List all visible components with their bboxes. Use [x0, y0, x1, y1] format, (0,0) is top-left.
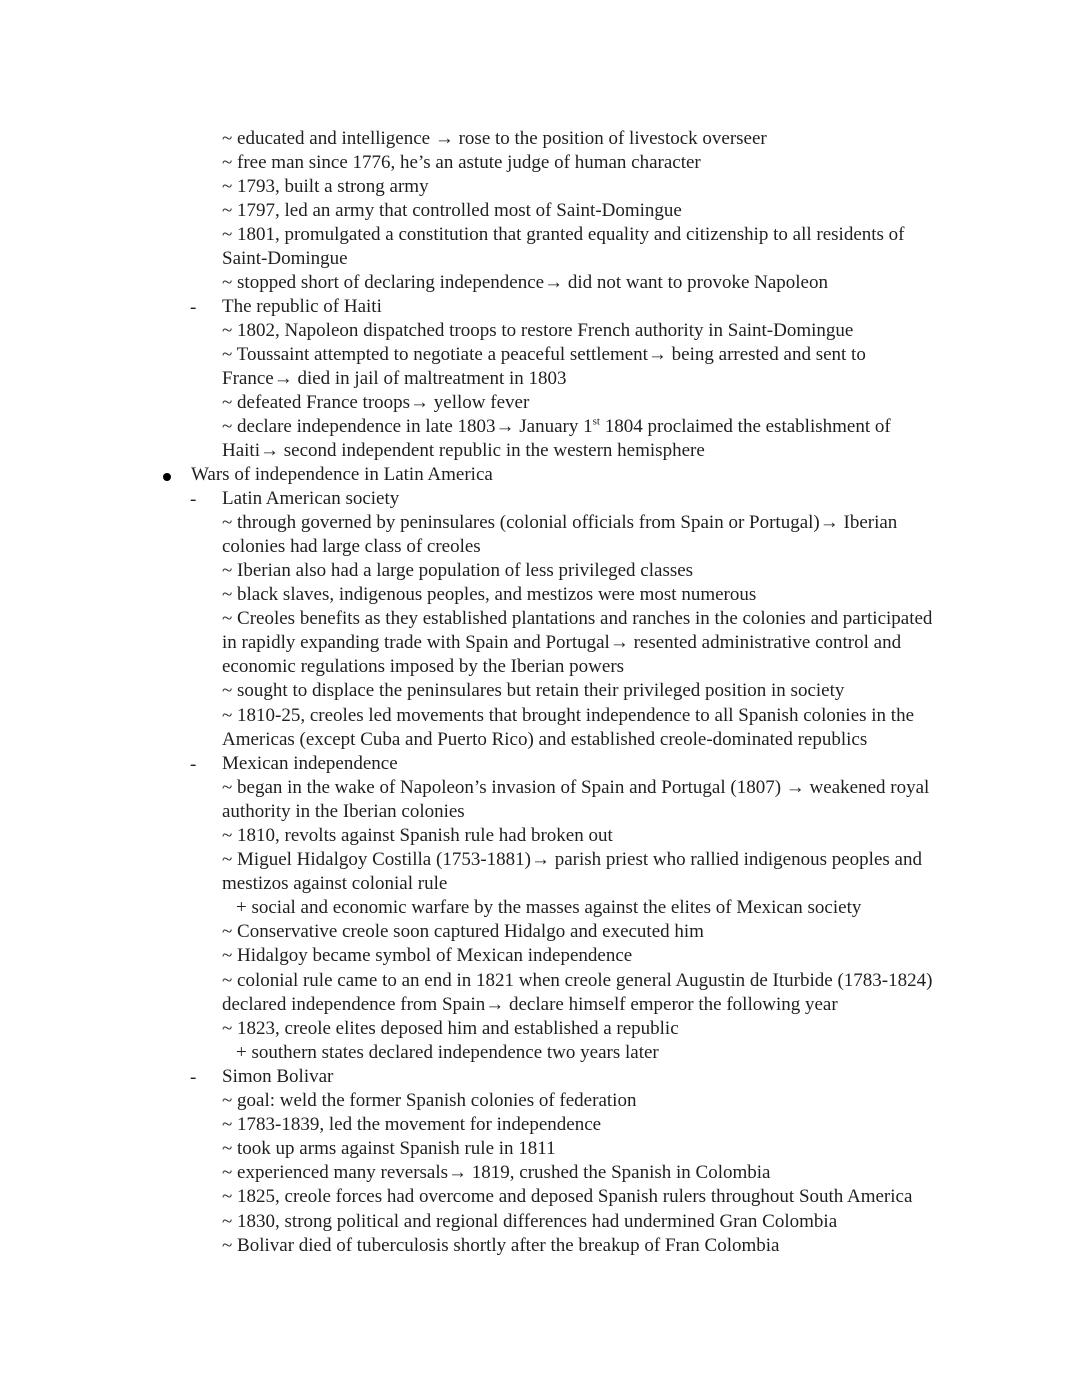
subsection-heading-mexico: Mexican independence: [222, 753, 398, 774]
note-line: Americas (except Cuba and Puerto Rico) and established creole-dominated republics: [222, 729, 868, 750]
note-line: ~ stopped short of declaring independence→ did not want to provoke Napoleon: [222, 272, 828, 293]
note-line: in rapidly expanding trade with Spain and Portugal→ resented administrative control and: [222, 632, 902, 653]
subsection-heading-society: Latin American society: [222, 488, 400, 509]
note-line: Saint-Domingue: [222, 248, 348, 269]
declare-text-after: 1804 proclaimed the establishment of: [599, 416, 891, 437]
note-line: ~ Hidalgoy became symbol of Mexican independence: [222, 945, 633, 966]
note-line: ~ 1801, promulgated a constitution that granted equality and citizenship to all residents of: [222, 224, 905, 245]
note-line: ~ 1823, creole elites deposed him and established a republic: [222, 1018, 679, 1039]
note-line: France→ died in jail of maltreatment in 1803: [222, 368, 567, 389]
note-line: ~ 1810-25, creoles led movements that brought independence to all Spanish colonies in the: [222, 705, 915, 726]
note-line: declared independence from Spain→ declare himself emperor the following year: [222, 994, 838, 1015]
note-line: ~ 1797, led an army that controlled most of Saint-Domingue: [222, 200, 682, 221]
note-line: ~ Miguel Hidalgoy Costilla (1753-1881)→ parish priest who rallied indigenous peoples and: [222, 849, 922, 870]
bullet-dot: [163, 473, 171, 481]
note-line: ~ 1783-1839, led the movement for independence: [222, 1114, 602, 1135]
section-heading-haiti: The republic of Haiti: [222, 296, 382, 317]
note-line: ~ goal: weld the former Spanish colonies of federation: [222, 1090, 637, 1111]
note-line: ~ Iberian also had a large population of less privileged classes: [222, 560, 694, 581]
note-line: ~ free man since 1776, he’s an astute judge of human character: [222, 152, 701, 173]
note-line: ~ sought to displace the peninsulares but retain their privileged position in society: [222, 680, 845, 701]
ordinal-suffix: st: [592, 415, 600, 428]
note-line: ~ Bolivar died of tuberculosis shortly after the breakup of Fran Colombia: [222, 1235, 780, 1256]
note-line: ~ colonial rule came to an end in 1821 when creole general Augustin de Iturbide (1783-1824): [222, 970, 933, 991]
note-line: ~ Toussaint attempted to negotiate a peaceful settlement→ being arrested and sent to: [222, 344, 866, 365]
note-line: colonies had large class of creoles: [222, 536, 481, 557]
note-line: ~ defeated France troops→ yellow fever: [222, 392, 530, 413]
note-line: ~ experienced many reversals→ 1819, crushed the Spanish in Colombia: [222, 1162, 771, 1183]
note-line: ~ began in the wake of Napoleon’s invasion of Spain and Portugal (1807) → weakened royal: [222, 777, 930, 798]
dash-bullet: -: [190, 489, 197, 510]
note-line: ~ 1830, strong political and regional differences had undermined Gran Colombia: [222, 1211, 838, 1232]
plus-note: + social and economic warfare by the masses against the elites of Mexican society: [236, 897, 862, 918]
note-line: ~ Creoles benefits as they established plantations and ranches in the colonies and participated: [222, 608, 933, 629]
note-line: [222, 415, 891, 439]
note-line: ~ took up arms against Spanish rule in 1811: [222, 1138, 556, 1159]
note-line: mestizos against colonial rule: [222, 873, 448, 894]
subsection-heading-bolivar: Simon Bolivar: [222, 1066, 334, 1087]
note-line: Haiti→ second independent republic in the western hemisphere: [222, 440, 705, 461]
note-line: ~ 1825, creole forces had overcome and deposed Spanish rulers throughout South America: [222, 1186, 913, 1207]
dash-bullet: -: [190, 297, 197, 318]
dash-bullet: -: [190, 1067, 197, 1088]
section-heading-wars: Wars of independence in Latin America: [191, 464, 493, 485]
note-line: ~ 1810, revolts against Spanish rule had broken out: [222, 825, 613, 846]
note-line: ~ educated and intelligence → rose to the position of livestock overseer: [222, 128, 767, 149]
note-line: economic regulations imposed by the Iberian powers: [222, 656, 625, 677]
note-line: ~ Conservative creole soon captured Hidalgo and executed him: [222, 921, 704, 942]
declare-text-before: ~ declare independence in late 1803→ January 1: [222, 416, 593, 437]
note-line: authority in the Iberian colonies: [222, 801, 465, 822]
note-line: ~ 1802, Napoleon dispatched troops to restore French authority in Saint-Domingue: [222, 320, 854, 341]
note-line: ~ 1793, built a strong army: [222, 176, 429, 197]
plus-note: + southern states declared independence two years later: [236, 1042, 659, 1063]
dash-bullet: -: [190, 754, 197, 775]
note-line: ~ through governed by peninsulares (colonial officials from Spain or Portugal)→ Iberian: [222, 512, 898, 533]
note-line: ~ black slaves, indigenous peoples, and mestizos were most numerous: [222, 584, 757, 605]
